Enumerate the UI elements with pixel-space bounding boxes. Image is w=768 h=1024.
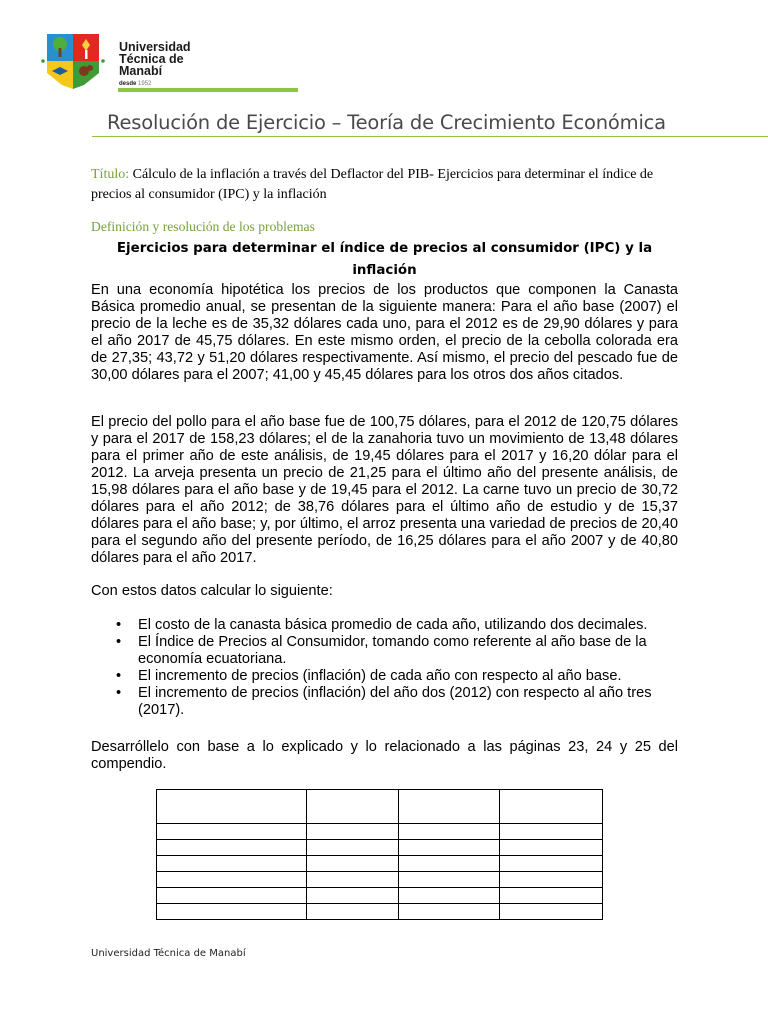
titulo-label: Título: bbox=[91, 167, 130, 182]
table-row bbox=[157, 904, 603, 920]
definition-heading: Definición y resolución de los problemas bbox=[91, 219, 315, 234]
page-footer: Universidad Técnica de Manabí bbox=[91, 948, 246, 959]
table-cell bbox=[500, 790, 603, 824]
table-cell bbox=[500, 888, 603, 904]
table-cell bbox=[399, 888, 500, 904]
list-item-text: El Índice de Precios al Consumidor, tomando como referente al año base de la economía ecuatoriana. bbox=[138, 634, 647, 667]
bullet-icon: • bbox=[116, 668, 122, 684]
table-cell bbox=[157, 840, 307, 856]
table-cell bbox=[307, 824, 399, 840]
table-cell bbox=[157, 872, 307, 888]
empty-data-table bbox=[156, 789, 603, 920]
university-name-line-3: Manabí bbox=[119, 64, 163, 78]
university-name-line-2: Técnica de bbox=[119, 52, 184, 66]
table-cell bbox=[500, 872, 603, 888]
bullet-icon: • bbox=[116, 617, 122, 633]
table-row bbox=[157, 790, 603, 824]
table-cell bbox=[157, 904, 307, 920]
university-name bbox=[119, 41, 191, 90]
list-item-text: El costo de la canasta básica promedio de cada año, utilizando dos decimales. bbox=[138, 617, 648, 633]
table-cell bbox=[157, 790, 307, 824]
table-cell bbox=[399, 790, 500, 824]
bullet-icon: • bbox=[116, 634, 122, 650]
document-title: Resolución de Ejercicio – Teoría de Crecimiento Económica bbox=[107, 111, 666, 134]
table-cell bbox=[307, 856, 399, 872]
table-cell bbox=[399, 824, 500, 840]
table-cell bbox=[500, 904, 603, 920]
list-item-text: El incremento de precios (inflación) de cada año con respecto al año base. bbox=[138, 668, 622, 684]
paragraph-3: Con estos datos calcular lo siguiente: bbox=[91, 583, 333, 599]
list-item bbox=[91, 668, 678, 685]
table-cell bbox=[307, 840, 399, 856]
table-cell bbox=[157, 888, 307, 904]
table-row bbox=[157, 824, 603, 840]
table-row bbox=[157, 840, 603, 856]
table-cell bbox=[399, 856, 500, 872]
table-cell bbox=[500, 840, 603, 856]
title-underline bbox=[92, 136, 768, 137]
table-cell bbox=[307, 790, 399, 824]
bullet-icon: • bbox=[116, 685, 122, 701]
table-cell bbox=[500, 856, 603, 872]
table-row bbox=[157, 888, 603, 904]
header-accent-bar bbox=[118, 88, 298, 92]
table-cell bbox=[307, 888, 399, 904]
paragraph-1: En una economía hipotética los precios de los productos que componen la Canasta Básica promedio anual, se presentan de la siguiente manera: Para el año base (2007) el precio de la leche es de 35,32 dólares cada uno, para el 2012 es de 29,90 dólares y para el año 2017 de 45,75 dólares. En este mismo orden, el precio de la cebolla colorada era de 27,35; 43,72 y 51,20 dólares respectivamente. Así mismo, el precio del pescado fue de 30,00 dólares para el 2007; 41,00 y 45,45 dólares para los otros dos años citados. bbox=[91, 282, 678, 383]
titulo-text: Cálculo de la inflación a través del Deflactor del PIB- Ejercicios para determinar el índice de precios al consumidor (IPC) y la inflación bbox=[91, 167, 654, 202]
titulo-paragraph bbox=[91, 165, 678, 205]
list-item-text: El incremento de precios (inflación) del año dos (2012) con respecto al año tres (2017). bbox=[138, 685, 652, 718]
table-cell bbox=[500, 824, 603, 840]
university-logo bbox=[40, 31, 106, 93]
table-cell bbox=[157, 856, 307, 872]
paragraph-4: Desarróllelo con base a lo explicado y lo relacionado a las páginas 23, 24 y 25 del compendio. bbox=[91, 739, 678, 772]
list-item bbox=[91, 685, 678, 719]
table-cell bbox=[157, 824, 307, 840]
since-word: desde bbox=[119, 81, 137, 87]
paragraph-2: El precio del pollo para el año base fue de 100,75 dólares, para el 2012 de 120,75 dólares y para el 2017 de 158,23 dólares; el de la zanahoria tuvo un movimiento de 13,48 dólares para el primer año de este análisis, de 19,45 dólares para el 2017 y 16,20 dólar para el 2012. La arveja presenta un precio de 21,25 para el último año del presente análisis, de 15,98 dólares para el año base y de 19,45 para el 2012. La carne tuvo un precio de 30,72 dólares para el año 2012; de 38,76 dólares para el último año de estudio y de 15,37 dólares para el año base; y, por último, el arroz presenta una variedad de precios de 20,40 para el segundo año del presente período, de 16,25 dólares para el año 2007 y de 40,80 dólares para el año 2017. bbox=[91, 414, 678, 566]
table-row bbox=[157, 856, 603, 872]
list-item bbox=[91, 634, 678, 668]
table-cell bbox=[307, 872, 399, 888]
table-cell bbox=[399, 872, 500, 888]
since-year: 1952 bbox=[138, 81, 152, 87]
exercise-heading: Ejercicios para determinar el índice de precios al consumidor (IPC) y la inflación bbox=[116, 241, 653, 278]
university-name-line-1: Universidad bbox=[119, 40, 191, 54]
table-row bbox=[157, 872, 603, 888]
table-cell bbox=[399, 904, 500, 920]
table-cell bbox=[307, 904, 399, 920]
task-list bbox=[91, 617, 678, 719]
table-cell bbox=[399, 840, 500, 856]
list-item bbox=[91, 617, 678, 634]
